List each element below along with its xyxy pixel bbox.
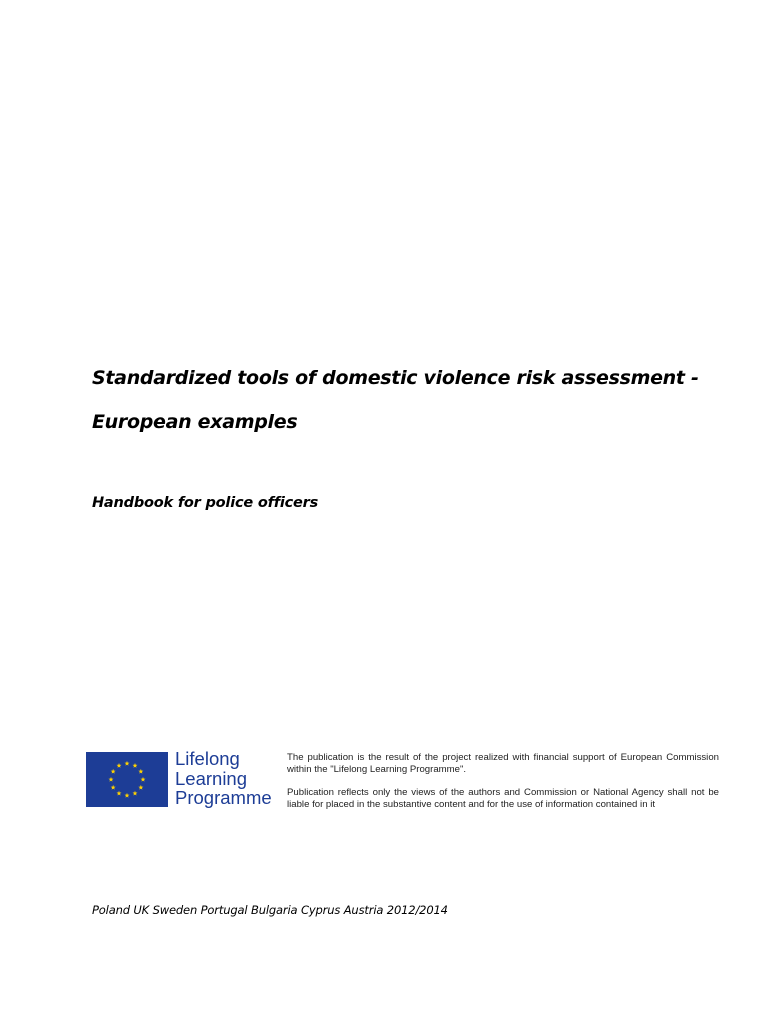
lifelong-learning-logo [86, 748, 278, 812]
disclaimer-paragraph-1: The publication is the result of the project realized with financial support of European Commission within the "Lifelong Learning Programme". [287, 752, 719, 775]
partner-countries-footer: Poland UK Sweden Portugal Bulgaria Cyprus Austria 2012/2014 [92, 903, 448, 917]
programme-name-line-2: Learning [175, 767, 248, 789]
document-title-line-1: Standardized tools of domestic violence risk assessment - [92, 367, 699, 389]
funding-disclaimer [287, 752, 719, 822]
document-title-line-2: European examples [92, 411, 298, 433]
disclaimer-paragraph-2: Publication reflects only the views of the authors and Commission or National Agency shall not be liable for placed in the substantive content and for the use of information contained in it [287, 787, 719, 810]
programme-name-line-1: Lifelong [175, 748, 240, 769]
eu-flag-icon [86, 752, 168, 807]
programme-name-line-3: Programme [175, 787, 272, 808]
programme-name [175, 749, 285, 808]
document-subtitle: Handbook for police officers [92, 495, 319, 511]
